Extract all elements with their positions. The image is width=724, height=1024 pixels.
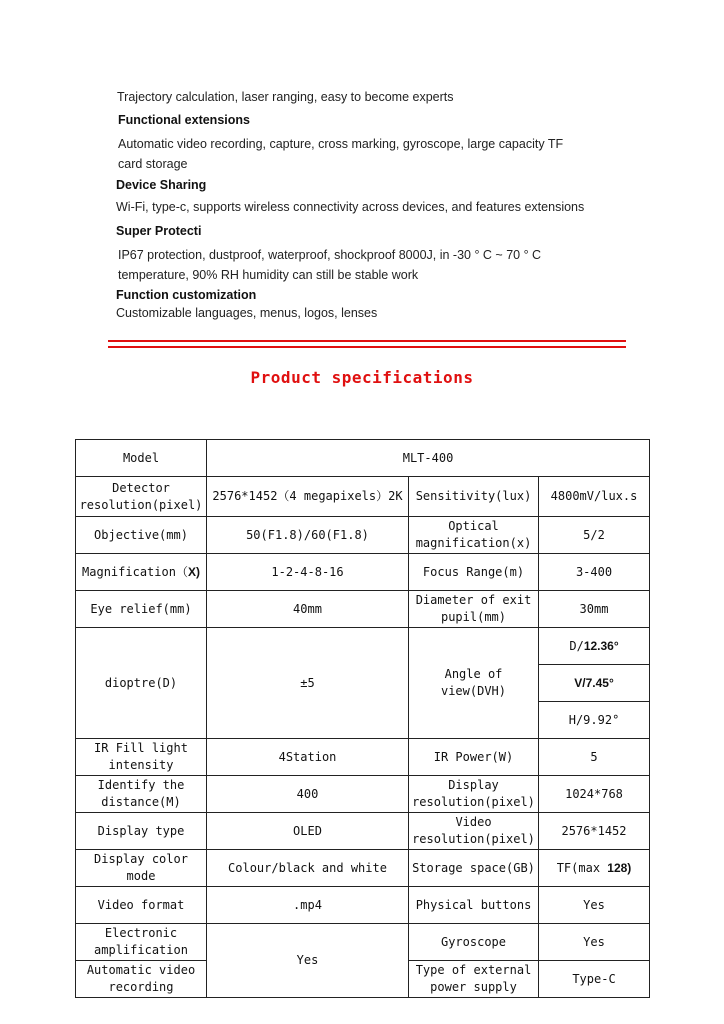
divider-bottom — [108, 346, 626, 348]
external-power-value: Type-C — [539, 961, 650, 998]
eye-relief-label: Eye relief(mm) — [76, 591, 207, 628]
external-power-label: Type of external power supply — [409, 961, 539, 998]
angle-d-value: D/12.36° — [539, 628, 650, 665]
identify-distance-value: 400 — [207, 776, 409, 813]
sensitivity-value: 4800mV/lux.s — [539, 477, 650, 517]
customization-text: Customizable languages, menus, logos, lenses — [116, 306, 378, 320]
heading-functional-extensions: Functional extensions — [118, 113, 250, 127]
protection-text-cont: temperature, 90% RH humidity can still be stable work — [118, 268, 419, 282]
electronic-amplification-value: Yes — [207, 924, 409, 998]
table-row — [76, 776, 650, 813]
video-format-value: .mp4 — [207, 887, 409, 924]
intro-line: Trajectory calculation, laser ranging, easy to become experts — [117, 90, 454, 104]
table-row — [76, 850, 650, 887]
magnification-label: Magnification（X) — [76, 554, 207, 591]
angle-h-value: H/9.92° — [539, 702, 650, 739]
ir-fill-label: IR Fill light intensity — [76, 739, 207, 776]
divider-top — [108, 340, 626, 342]
exit-pupil-label: Diameter of exit pupil(mm) — [409, 591, 539, 628]
storage-space-value: TF(max 128) — [539, 850, 650, 887]
detector-label: Detector resolution(pixel) — [76, 477, 207, 517]
model-value: MLT-400 — [207, 440, 650, 477]
eye-relief-value: 40mm — [207, 591, 409, 628]
table-row — [76, 813, 650, 850]
optical-magnification-value: 5/2 — [539, 517, 650, 554]
functional-text: Automatic video recording, capture, cross marking, gyroscope, large capacity TF — [118, 137, 564, 151]
protection-text: IP67 protection, dustproof, waterproof, shockproof 8000J, in -30 ° C ~ 70 ° C — [118, 248, 542, 262]
detector-value: 2576*1452（4 megapixels）2K — [207, 477, 409, 517]
display-resolution-value: 1024*768 — [539, 776, 650, 813]
video-resolution-label: Video resolution(pixel) — [409, 813, 539, 850]
table-row — [76, 440, 650, 477]
sensitivity-label: Sensitivity(lux) — [409, 477, 539, 517]
table-row — [76, 887, 650, 924]
sharing-text: Wi-Fi, type-c, supports wireless connectivity across devices, and features extensions — [116, 200, 585, 214]
optical-magnification-label: Optical magnification(x) — [409, 517, 539, 554]
exit-pupil-value: 30mm — [539, 591, 650, 628]
display-color-mode-label: Display color mode — [76, 850, 207, 887]
heading-device-sharing: Device Sharing — [116, 178, 207, 192]
gyroscope-value: Yes — [539, 924, 650, 961]
table-row — [76, 477, 650, 517]
identify-distance-label: Identify the distance(M) — [76, 776, 207, 813]
model-label: Model — [76, 440, 207, 477]
table-row — [76, 554, 650, 591]
video-format-label: Video format — [76, 887, 207, 924]
ir-power-label: IR Power(W) — [409, 739, 539, 776]
magnification-value: 1-2-4-8-16 — [207, 554, 409, 591]
dioptre-value: ±5 — [207, 628, 409, 739]
heading-super-protection: Super Protecti — [116, 224, 202, 238]
objective-value: 50(F1.8)/60(F1.8) — [207, 517, 409, 554]
storage-space-label: Storage space(GB) — [409, 850, 539, 887]
angle-of-view-label: Angle of view(DVH) — [409, 628, 539, 739]
display-resolution-label: Display resolution(pixel) — [409, 776, 539, 813]
electronic-amplification-label: Electronic amplification — [76, 924, 207, 961]
dioptre-label: dioptre(D) — [76, 628, 207, 739]
heading-function-customization: Function customization — [116, 288, 257, 302]
focus-range-value: 3-400 — [539, 554, 650, 591]
table-row — [76, 517, 650, 554]
objective-label: Objective(mm) — [76, 517, 207, 554]
display-color-mode-value: Colour/black and white — [207, 850, 409, 887]
angle-v-value: V/7.45° — [539, 665, 650, 702]
automatic-video-recording-label: Automatic video recording — [76, 961, 207, 998]
gyroscope-label: Gyroscope — [409, 924, 539, 961]
ir-fill-value: 4Station — [207, 739, 409, 776]
table-row — [76, 924, 650, 961]
table-row — [76, 739, 650, 776]
spec-table — [75, 439, 650, 998]
focus-range-label: Focus Range(m) — [409, 554, 539, 591]
display-type-label: Display type — [76, 813, 207, 850]
table-row — [76, 628, 650, 665]
functional-text-cont: card storage — [118, 157, 188, 171]
ir-power-value: 5 — [539, 739, 650, 776]
video-resolution-value: 2576*1452 — [539, 813, 650, 850]
display-type-value: OLED — [207, 813, 409, 850]
table-row — [76, 591, 650, 628]
physical-buttons-label: Physical buttons — [409, 887, 539, 924]
physical-buttons-value: Yes — [539, 887, 650, 924]
section-title: Product specifications — [250, 368, 474, 387]
